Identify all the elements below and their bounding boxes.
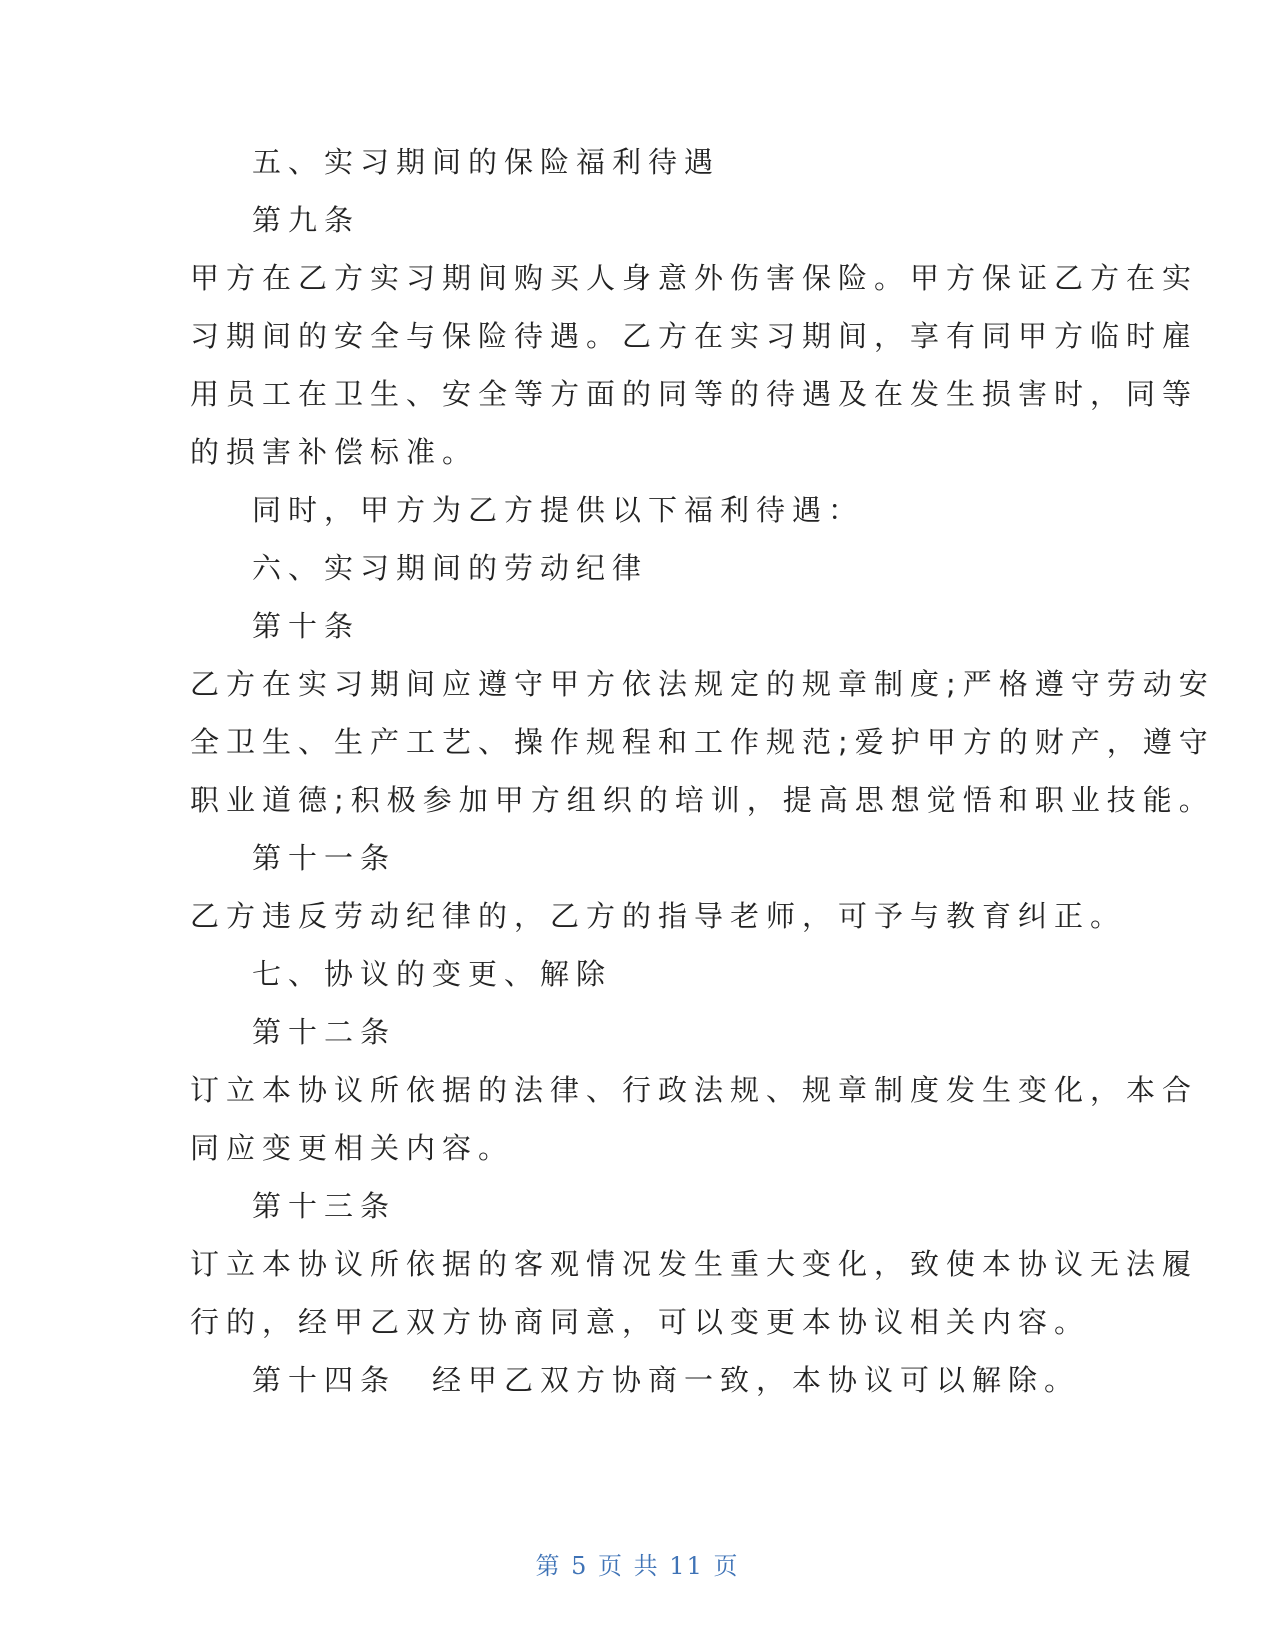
article-13-text-line-1: 订立本协议所依据的客观情况发生重大变化，致使本协议无法履: [190, 1247, 1199, 1281]
article-9-text-line-4: 的损害补偿标准。: [190, 435, 479, 469]
section-heading-insurance: 五、实习期间的保险福利待遇: [252, 145, 721, 179]
article-10-text-line-2: 全卫生、生产工艺、操作规程和工作规范;爱护甲方的财产，遵守: [190, 725, 1215, 759]
page-footer: 第 5 页 共 11 页: [535, 1552, 740, 1580]
welfare-intro: 同时，甲方为乙方提供以下福利待遇：: [252, 493, 865, 527]
article-11-heading: 第十一条: [252, 841, 397, 875]
article-9-text-line-1: 甲方在乙方实习期间购买人身意外伤害保险。甲方保证乙方在实: [190, 261, 1199, 295]
article-13-text-line-2: 行的，经甲乙双方协商同意，可以变更本协议相关内容。: [190, 1305, 1091, 1339]
article-13-heading: 第十三条: [252, 1189, 397, 1223]
article-9-text-line-2: 习期间的安全与保险待遇。乙方在实习期间，享有同甲方临时雇: [190, 319, 1199, 353]
article-12-text-line-1: 订立本协议所依据的法律、行政法规、规章制度发生变化，本合: [190, 1073, 1199, 1107]
article-14: 第十四条 经甲乙双方协商一致，本协议可以解除。: [252, 1363, 1081, 1397]
article-12-text-line-2: 同应变更相关内容。: [190, 1131, 515, 1165]
article-12-heading: 第十二条: [252, 1015, 397, 1049]
section-heading-amendment: 七、协议的变更、解除: [252, 957, 613, 991]
article-9-heading: 第九条: [252, 203, 361, 237]
section-heading-discipline: 六、实习期间的劳动纪律: [252, 551, 649, 585]
article-10-heading: 第十条: [252, 609, 361, 643]
article-9-text-line-3: 用员工在卫生、安全等方面的同等的待遇及在发生损害时，同等: [190, 377, 1199, 411]
article-11-text: 乙方违反劳动纪律的，乙方的指导老师，可予与教育纠正。: [190, 899, 1127, 933]
article-10-text-line-1: 乙方在实习期间应遵守甲方依法规定的规章制度;严格遵守劳动安: [190, 667, 1215, 701]
article-10-text-line-3: 职业道德;积极参加甲方组织的培训，提高思想觉悟和职业技能。: [190, 783, 1215, 817]
